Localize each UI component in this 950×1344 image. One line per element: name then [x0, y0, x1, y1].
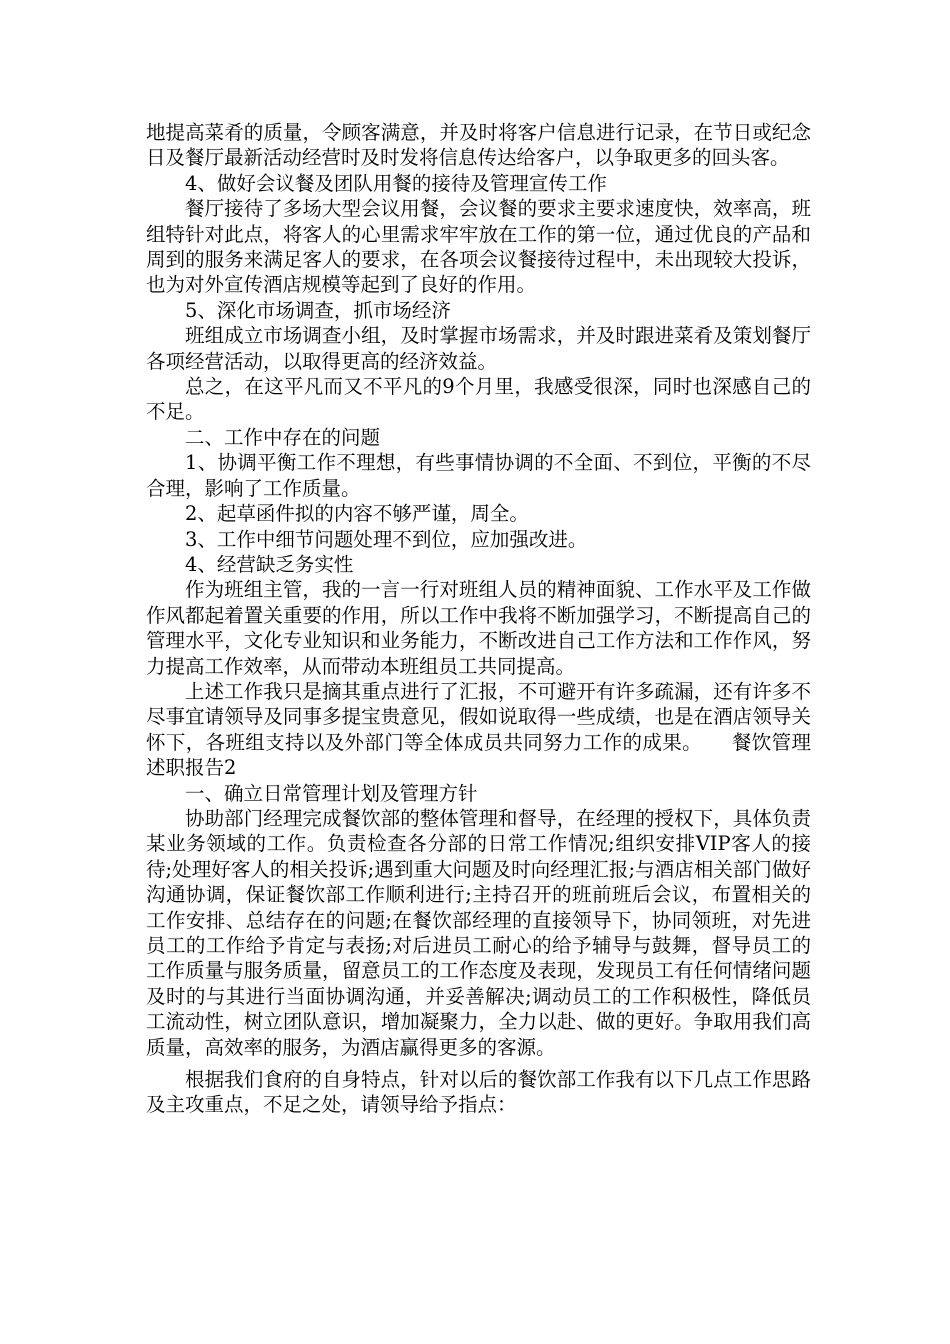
list-item: 2、起草函件拟的内容不够严谨，周全。 — [185, 502, 529, 526]
section-heading: 5、深化市场调查，抓市场经济 — [185, 298, 451, 322]
list-item: 1、协调平衡工作不理想，有些事情协调的不全面、不到位，平衡的不尽合理，影响了工作质量。 — [146, 451, 811, 500]
body-paragraph: 地提高菜肴的质量，令顾客满意，并及时将客户信息进行记录，在节日或纪念日及餐厅最新活动经营时及时发将信息传达给客户，以争取更多的回头客。 — [146, 121, 811, 170]
list-item: 4、经营缺乏务实性 — [185, 552, 354, 576]
body-paragraph: 班组成立市场调查小组，及时掌握市场需求，并及时跟进菜肴及策划餐厅各项经营活动，以取得更高的经济效益。 — [146, 324, 811, 373]
section-heading: 一、确立日常管理计划及管理方针 — [185, 781, 478, 805]
list-item: 3、工作中细节问题处理不到位，应加强改进。 — [185, 527, 588, 551]
paragraph-spacer — [146, 1060, 811, 1067]
body-paragraph: 作为班组主管，我的一言一行对班组人员的精神面貌、工作水平及工作做作风都起着置关重要的作用，所以工作中我将不断加强学习，不断提高自己的管理水平，文化专业知识和业务能力，不断改进自己工作方法和工作作风，努力提高工作效率，从而带动本班组员工共同提高。 — [146, 578, 811, 678]
body-paragraph: 根据我们食府的自身特点，针对以后的餐饮部工作我有以下几点工作思路及主攻重点，不足之处，请领导给予指点： — [146, 1068, 811, 1117]
section-heading: 二、工作中存在的问题 — [185, 425, 381, 449]
body-paragraph: 餐厅接待了多场大型会议用餐，会议餐的要求主要求速度快，效率高，班组特针对此点，将客人的心里需求牢牢放在工作的第一位，通过优良的产品和周到的服务来满足客人的要求，在各项会议餐接待过程中，未出现较大投诉，也为对外宣传酒店规模等起到了良好的作用。 — [146, 197, 811, 297]
document-page — [146, 120, 811, 1118]
section-heading: 4、做好会议餐及团队用餐的接待及管理宣传工作 — [185, 171, 607, 195]
body-paragraph: 协助部门经理完成餐饮部的整体管理和督导，在经理的授权下，具体负责某业务领域的工作。负责检查各分部的日常工作情况;组织安排VIP客人的接待;处理好客人的相关投诉;遇到重大问题及时向经理汇报;与酒店相关部门做好沟通协调，保证餐饮部工作顺利进行;主持召开的班前班后会议，布置相关的工作安排、总结存在的问题;在餐饮部经理的直接领导下，协同领班，对先进员工的工作给予肯定与表扬;对后进员工耐心的给予辅导与鼓舞，督导员工的工作质量与服务质量，留意员工的工作态度及表现，发现员工有任何情绪问题及时的与其进行当面协调沟通，并妥善解决;调动员工的工作积极性，降低员工流动性，树立团队意识，增加凝聚力，全力以赴、做的更好。争取用我们高质量，高效率的服务，为酒店赢得更多的客源。 — [146, 806, 811, 1059]
body-paragraph: 总之，在这平凡而又不平凡的9个月里，我感受很深，同时也深感自己的不足。 — [146, 375, 811, 424]
body-paragraph: 上述工作我只是摘其重点进行了汇报，不可避开有许多疏漏，还有许多不尽事宜请领导及同事多提宝贵意见，假如说取得一些成绩，也是在酒店领导关怀下，各班组支持以及外部门等全体成员共同努力工作的成果。 餐饮管理述职报告2 — [146, 679, 811, 780]
